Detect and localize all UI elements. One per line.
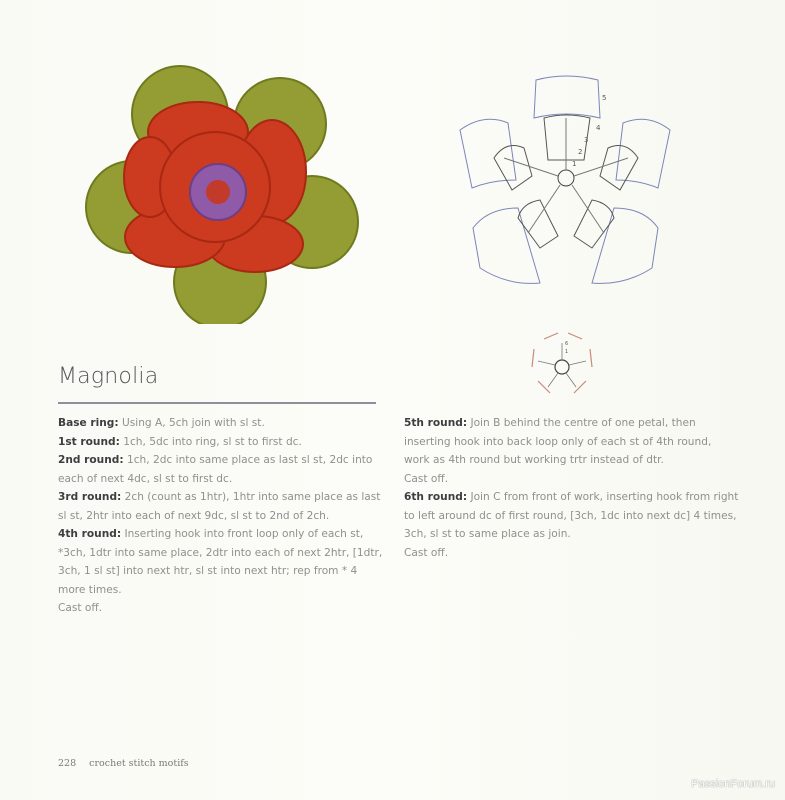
svg-text:2: 2 [578,148,583,156]
petal-round5-right [616,119,670,188]
page-footer [58,758,189,769]
petal-round5-bottomleft [473,208,540,283]
instruction-step: 1st round: 1ch, 5dc into ring, sl st to first dc. [58,435,302,448]
section-title: crochet stitch motifs [89,758,189,769]
svg-text:4: 4 [596,124,601,132]
flower-photo [80,62,360,324]
instructions-right-column [404,414,740,562]
watermark: PassionForum.ru [691,778,775,790]
instruction-step: 5th round: Join B behind the centre of one petal, then inserting hook into back loop only of each st of 4th round, work as 4th round but working trtr instead of dtr. [404,417,712,466]
petal-round5-top [534,76,600,118]
petal-round5-left [460,119,516,188]
svg-text:5: 5 [602,94,607,102]
instruction-step: 3rd round: 2ch (count as 1htr), 1htr into same place as last sl st, 2htr into each of next 9dc, sl st to 2nd of 2ch. [58,491,381,522]
instruction-step: Cast off. [404,472,449,485]
crochet-chart-small [520,325,605,405]
instruction-step: 4th round: Inserting hook into front loop only of each st, *3ch, 1dtr into same place, 2dtr into each of next 2htr, [1dtr, 3ch, 1 sl st] into next htr, sl st into next htr; rep from * 4 more times. [58,528,383,596]
petal-round5-bottomright [592,208,658,283]
crochet-chart-main [448,68,684,296]
title-rule [58,402,376,404]
page-number: 228 [58,758,77,769]
svg-text:1: 1 [565,349,569,355]
svg-text:1: 1 [572,160,577,168]
instruction-step: 6th round: Join C from front of work, inserting hook from right to left around dc of first round, [3ch, 1dc into next dc] 4 times, 3ch, sl st to same place as join. [404,491,739,540]
instruction-step: Base ring: Using A, 5ch join with sl st. [58,417,265,429]
instruction-step: 2nd round: 1ch, 2dc into same place as last sl st, 2dc into each of next 4dc, sl st to first dc. [58,454,373,485]
svg-text:3: 3 [584,136,589,144]
pattern-title: Magnolia [58,364,159,389]
instruction-step: Cast off. [58,602,103,614]
instruction-step: Cast off. [404,546,449,559]
svg-text:6: 6 [565,341,569,347]
instructions-left-column [58,414,388,618]
center-ring [558,170,574,186]
